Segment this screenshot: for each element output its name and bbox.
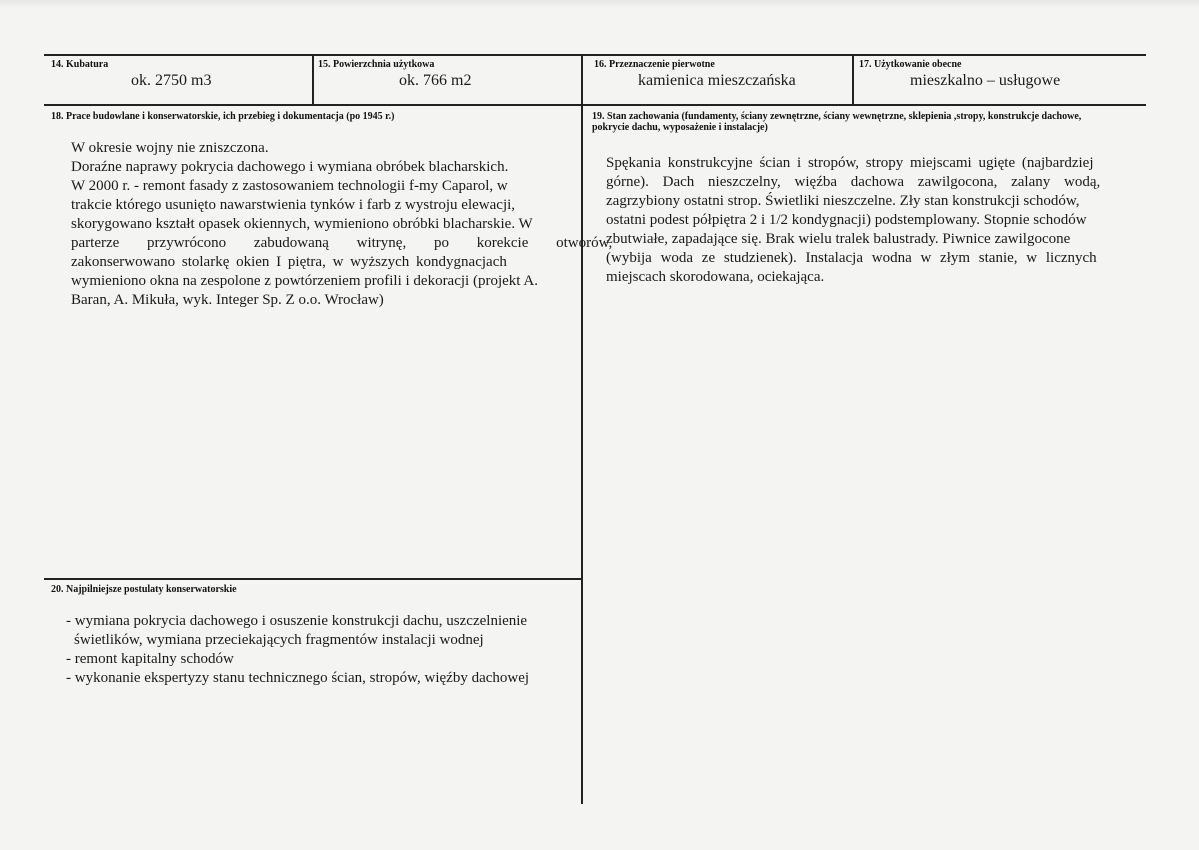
list-item: - wykonanie ekspertyzy stanu technicznego ścian, stropów, więźby dachowej [66,670,530,686]
text-line: Spękania konstrukcyjne ścian i stropów, stropy miejscami ugięte (najbardziej [606,155,1094,171]
text-line: parterze przywrócono zabudowaną witrynę, po korekcie otworów, [71,235,613,251]
section-19-label: 19. Stan zachowania (fundamenty, ściany zewnętrzne, ściany wewnętrzne, sklepienia ,stropy, konstrukcje dachowe, pokrycie dachu, wyposażenie i instalacje) [592,111,1082,133]
field-16-value: kamienica mieszczańska [638,72,796,89]
text-line: zbutwiałe, zapadające się. Brak wielu tralek balustrady. Piwnice zawilgocone [606,231,1071,247]
text-line: zagrzybiony ostatni strop. Świetliki nieszczelne. Zły stan konstrukcji schodów, [606,193,1080,209]
divider-center [581,54,583,804]
text-line: trakcie którego usunięto nawarstwienia tynków i farb z wystroju elewacji, [71,197,516,213]
text-line: ostatni podest półpiętra 2 i 1/2 kondygnacji) podstemplowany. Stopnie schodów [606,212,1087,228]
text-line: W 2000 r. - remont fasady z zastosowaniem technologii f-my Caparol, w [71,178,508,194]
field-17-value: mieszkalno – usługowe [910,72,1061,89]
text-line: Baran, A. Mikuła, wyk. Integer Sp. Z o.o. Wrocław) [71,292,384,308]
section-18-text [71,139,613,310]
divider-16-17 [852,54,854,105]
section-19-text [606,154,1126,287]
section-18-label: 18. Prace budowlane i konserwatorskie, ich przebieg i dokumentacja (po 1945 r.) [51,111,395,122]
text-line: wymieniono okna na zespolone z powtórzeniem profili i dekoracji (projekt A. [71,273,538,289]
text-line: zakonserwowano stolarkę okien I piętra, w wyższych kondygnacjach [71,254,507,270]
list-item: - remont kapitalny schodów [66,651,234,667]
text-line: miejscach skorodowana, ociekająca. [606,269,825,285]
list-item: - wymiana pokrycia dachowego i osuszenie konstrukcji dachu, uszczelnienie [66,613,528,629]
field-16-label: 16. Przeznaczenie pierwotne [594,59,715,70]
header-row-bottom [44,104,1146,106]
text-line: Doraźne naprawy pokrycia dachowego i wymiana obróbek blacharskich. [71,159,509,175]
divider-14-15 [312,54,314,105]
list-item: świetlików, wymiana przeciekających fragmentów instalacji wodnej [74,632,484,648]
text-line: górne). Dach nieszczelny, więźba dachowa zawilgocona, zalany wodą, [606,174,1101,190]
section-20-label: 20. Najpilniejsze postulaty konserwatorskie [51,584,237,595]
text-line: skorygowano kształt opasek okiennych, wymieniono obróbki blacharskie. W [71,216,533,232]
text-line: (wybija woda ze studzienek). Instalacja wodna w złym stanie, w licznych [606,250,1097,266]
section20-top [44,578,582,580]
field-14-value: ok. 2750 m3 [131,72,212,89]
text-line: W okresie wojny nie zniszczona. [71,140,269,156]
scan-edge [0,0,1199,8]
top-border [44,54,1146,56]
section-20-list [66,612,566,688]
field-14-label: 14. Kubatura [51,59,109,70]
field-15-value: ok. 766 m2 [399,72,472,89]
field-17-label: 17. Użytkowanie obecne [859,59,962,70]
field-15-label: 15. Powierzchnia użytkowa [318,59,435,70]
